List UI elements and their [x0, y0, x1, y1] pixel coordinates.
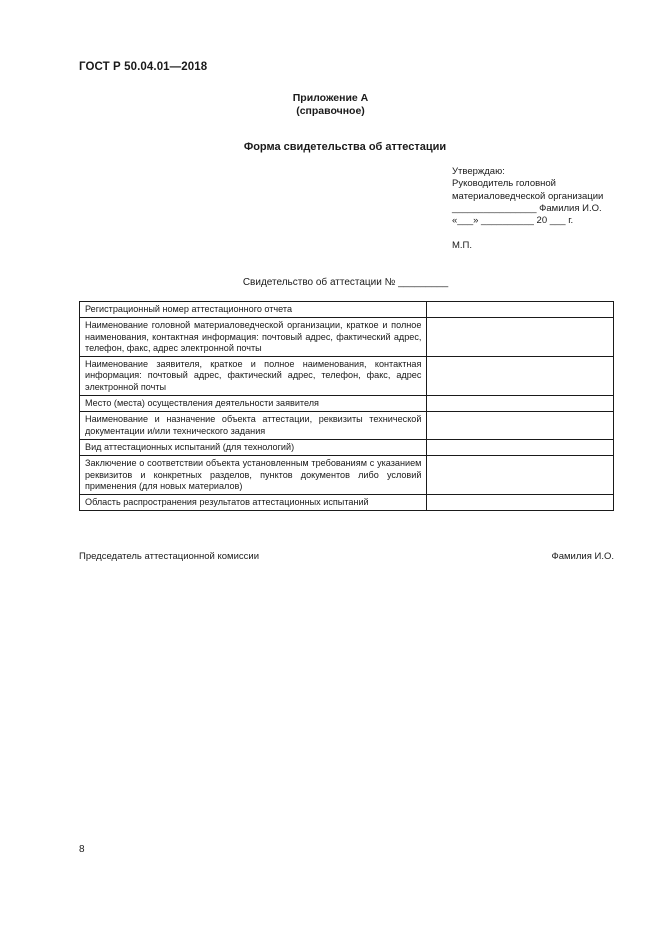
row-label: Наименование заявителя, краткое и полное наименования, контактная информация: почтовый адрес, фактический адрес, телефон, факс, адрес электронной почты — [80, 357, 427, 396]
row-value — [427, 456, 614, 495]
row-label: Регистрационный номер аттестационного отчета — [80, 302, 427, 318]
page-number: 8 — [79, 844, 85, 855]
row-label: Область распространения результатов аттестационных испытаний — [80, 495, 427, 511]
annex-note: (справочное) — [296, 105, 365, 117]
table-row — [80, 412, 614, 440]
table-row — [80, 439, 614, 455]
row-value — [427, 495, 614, 511]
row-value — [427, 302, 614, 318]
approval-line-organization: материаловедческой организации — [452, 190, 604, 202]
row-label: Место (места) осуществления деятельности заявителя — [80, 396, 427, 412]
annex-title: Приложение А — [292, 92, 369, 104]
table-row — [80, 396, 614, 412]
row-value — [427, 318, 614, 357]
approval-line-approve: Утверждаю: — [452, 166, 505, 177]
form-title: Форма свидетельства об аттестации — [243, 141, 447, 153]
chairman-signature: Фамилия И.О. — [551, 551, 614, 562]
certificate-table — [79, 301, 614, 511]
certificate-number-label: Свидетельство об аттестации № _________ — [242, 277, 449, 288]
approval-line-signature: ________________ Фамилия И.О. — [452, 202, 602, 214]
row-label: Заключение о соответствии объекта установленным требованиям с указанием реквизитов и конкретных разделов, пунктов документов либо условий применения (для новых материалов) — [80, 456, 427, 495]
approval-line-date: «___» __________ 20 ___ г. — [452, 215, 574, 227]
row-value — [427, 396, 614, 412]
table-row — [80, 456, 614, 495]
row-value — [427, 439, 614, 455]
row-label: Наименование и назначение объекта аттестации, реквизиты технической документации и/или технического задания — [80, 412, 427, 440]
table-row — [80, 357, 614, 396]
approval-line-position: Руководитель головной — [452, 178, 556, 190]
approval-stamp: М.П. — [452, 240, 473, 252]
table-row — [80, 318, 614, 357]
table-row — [80, 302, 614, 318]
row-value — [427, 412, 614, 440]
approval-block — [452, 166, 603, 253]
standard-code: ГОСТ Р 50.04.01—2018 — [79, 61, 208, 73]
row-label: Вид аттестационных испытаний (для технологий) — [80, 439, 427, 455]
table-row — [80, 495, 614, 511]
chairman-label: Председатель аттестационной комиссии — [79, 551, 259, 562]
row-label: Наименование головной материаловедческой организации, краткое и полное наименования, контактная информация: почтовый адрес, фактический адрес, телефон, факс, адрес электронной почты — [80, 318, 427, 357]
row-value — [427, 357, 614, 396]
